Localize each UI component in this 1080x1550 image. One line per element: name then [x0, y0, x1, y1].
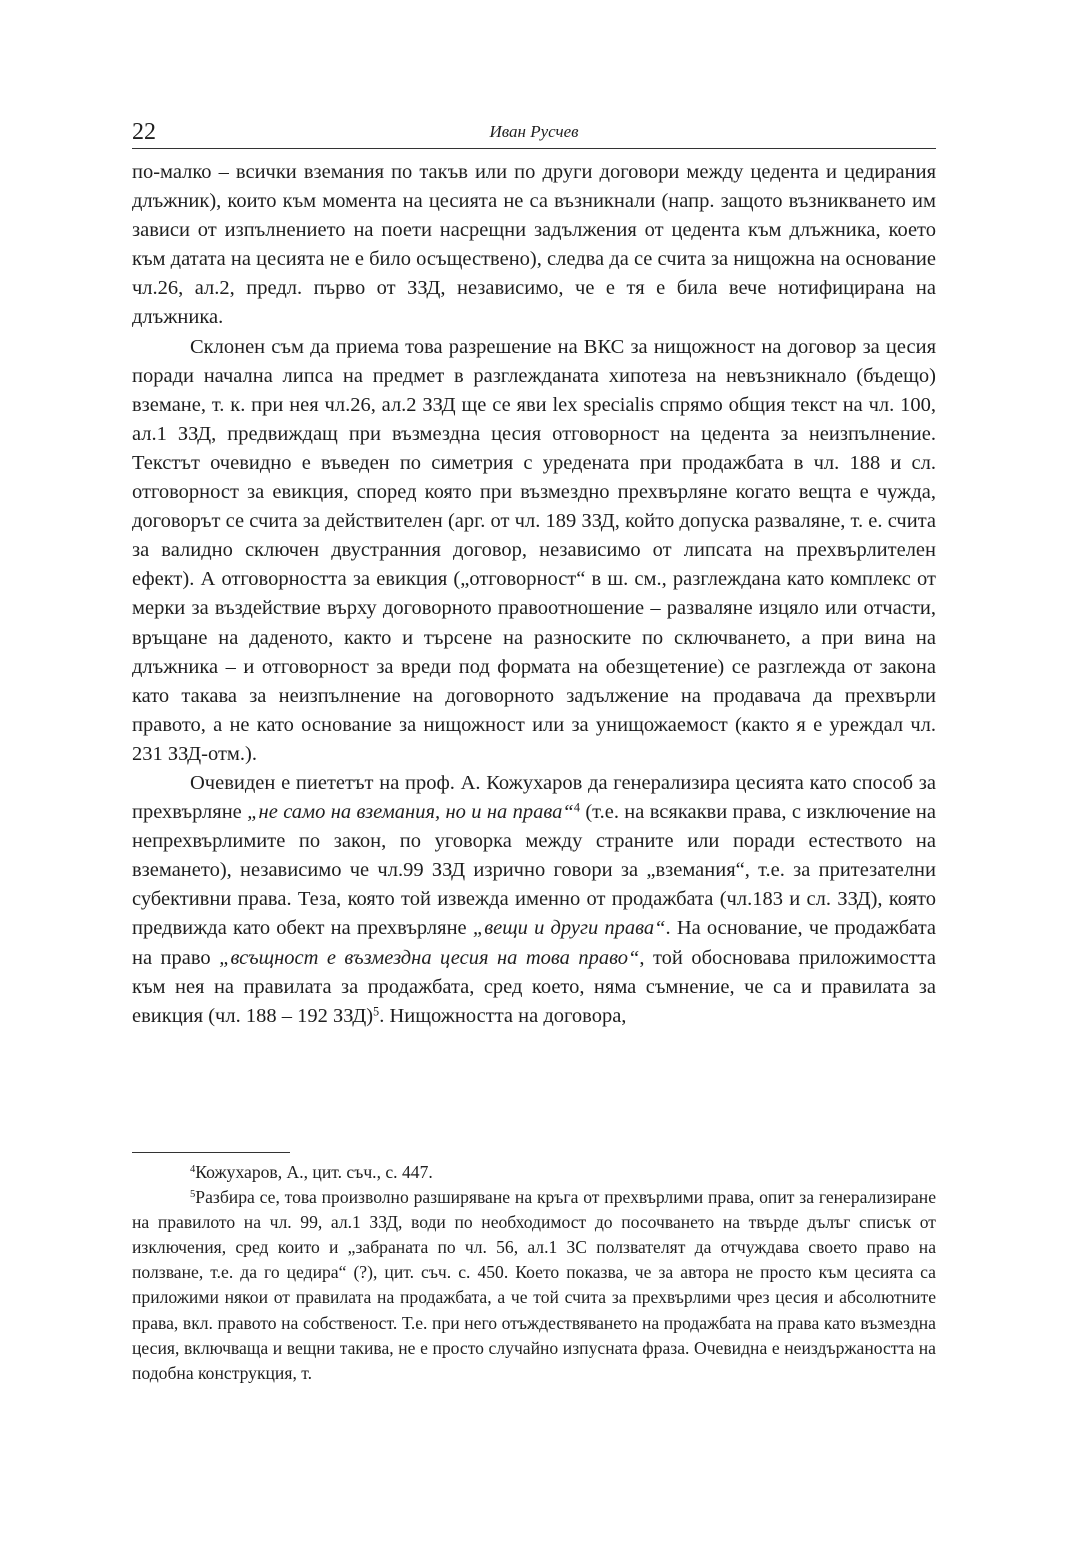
paragraph-continued: по-малко – всички вземания по такъв или по други договори между цедента и цедирания длъжник), които към момента на цесията не са възникнали (напр. защото възникването им зависи от изпълнението на поети насрещни задължения от цедента към длъжника, което към датата на цесията не е било осъществено), следва да се счита за нищожна на основание чл.26, ал.2, предл. първо от ЗЗД, независимо, че е тя е била вече нотифицирана на длъжника. — [132, 161, 936, 329]
footnotes — [132, 1160, 936, 1386]
footnote-text: Разбира се, това произволно разширяване на кръга от прехвърлими права, опит за генерализиране на правилото на чл. 99, ал.1 ЗЗД, води по необходимост до посочването на твърде дълъг списък от изключения, сред които и „забраната по чл. 56, ал.1 ЗС ползвателят да отчуждава своето право на ползване, т.е. да го цедира“ (?), цит. съч. с. 450. Което показва, че за автора не просто към цесията са приложими някои от правилата на продажбата, а че той счита за прехвърлими чрез цесия и абсолютните права, вкл. правото на собственост. Т.е. при него отъждествяването на продажбата на права като възмездна цесия, включваща и вещни такива, не е просто случайно изпусната фраза. Очевидна е неиздържаността на подобна конструкция, т. — [132, 1187, 936, 1383]
footnote-5 — [132, 1185, 936, 1386]
running-head-author: Иван Русчев — [489, 122, 579, 141]
paragraph — [132, 769, 936, 1031]
footnote-mark: 5 — [190, 1189, 196, 1201]
text-run: (т.е. на всякакви права, с изключение на непрехвърлимите по закон, по уговорка между страните или поради естеството на вземането), независимо че чл.99 ЗЗД изрично говори за „вземания“, т.е. за притезателни субективни права. Теза, която той извежда именно от продажбата (чл.183 и сл. ЗЗД), която предвижда като обект на прехвърляне — [132, 801, 936, 940]
italic-quote: „не само на вземания, но и на права“ — [247, 801, 574, 824]
footnote-4 — [132, 1160, 936, 1185]
text-run: , той обосновава приложимостта към нея на правилата за продажбата, сред което, няма съмнение, че са и правилата за евикция (чл. 188 – 192 ЗЗД) — [132, 946, 936, 1027]
italic-quote: „вещи и други права“ — [472, 917, 666, 940]
footnote-text: Кожухаров, А., цит. съч., с. 447. — [195, 1162, 433, 1182]
footnote-mark: 4 — [190, 1164, 196, 1176]
page-number: 22 — [132, 119, 156, 145]
italic-quote: „всъщност е възмездна цесия на това право“ — [219, 946, 640, 969]
footnote-ref-4: 4 — [573, 800, 580, 815]
footnote-separator — [132, 1152, 290, 1153]
paragraph: Склонен съм да приема това разрешение на ВКС за нищожност на договор за цесия поради начална липса на предмет в разглежданата хипотеза на невъзникнало (бъдещо) вземане, т. к. при нея чл.26, ал.2 ЗЗД ще се яви lex specialis спрямо общия текст на чл. 100, ал.1 ЗЗД, предвиждащ при възмездна цесия отговорност на цедента за неизпълнение. Текстът очевидно е въведен по симетрия с уредената при продажбата в чл. 188 и сл. отговорност за евикция, според която при възмездно прехвърляне когато вещта е чужда, договорът се счита за действителен (арг. от чл. 189 ЗЗД, който допуска разваляне, т. е. счита за валидно сключен двустранния договор, независимо от липсата на прехвърлителен ефект). А отговорността за евикция („отговорност“ в ш. см., разглеждана като комплекс от мерки за въздействие върху договорното правоотношение – разваляне изцяло или отчасти, връщане на даденото, както и търсене на разноските по сключването, а при вина на длъжника – и отговорност за вреди под формата на обезщетение) се разглежда от закона като такава за неизпълнение на договорното задължение на продавача да прехвърли правото, а не като основание за нищожност или за унищожаемост (както я е уреждал чл. 231 ЗЗД-отм.). — [132, 335, 936, 765]
text-run: . Нищожността на договора, — [379, 1004, 627, 1027]
text-run: . На основание, че продажбата на право — [132, 917, 937, 969]
page-header — [132, 114, 936, 149]
footnote-ref-5: 5 — [373, 1003, 380, 1018]
text-run: Очевиден е пиететът на проф. А. Кожухаров да генерализира цесията като способ за прехвърляне — [132, 771, 936, 824]
main-text — [132, 158, 936, 1031]
